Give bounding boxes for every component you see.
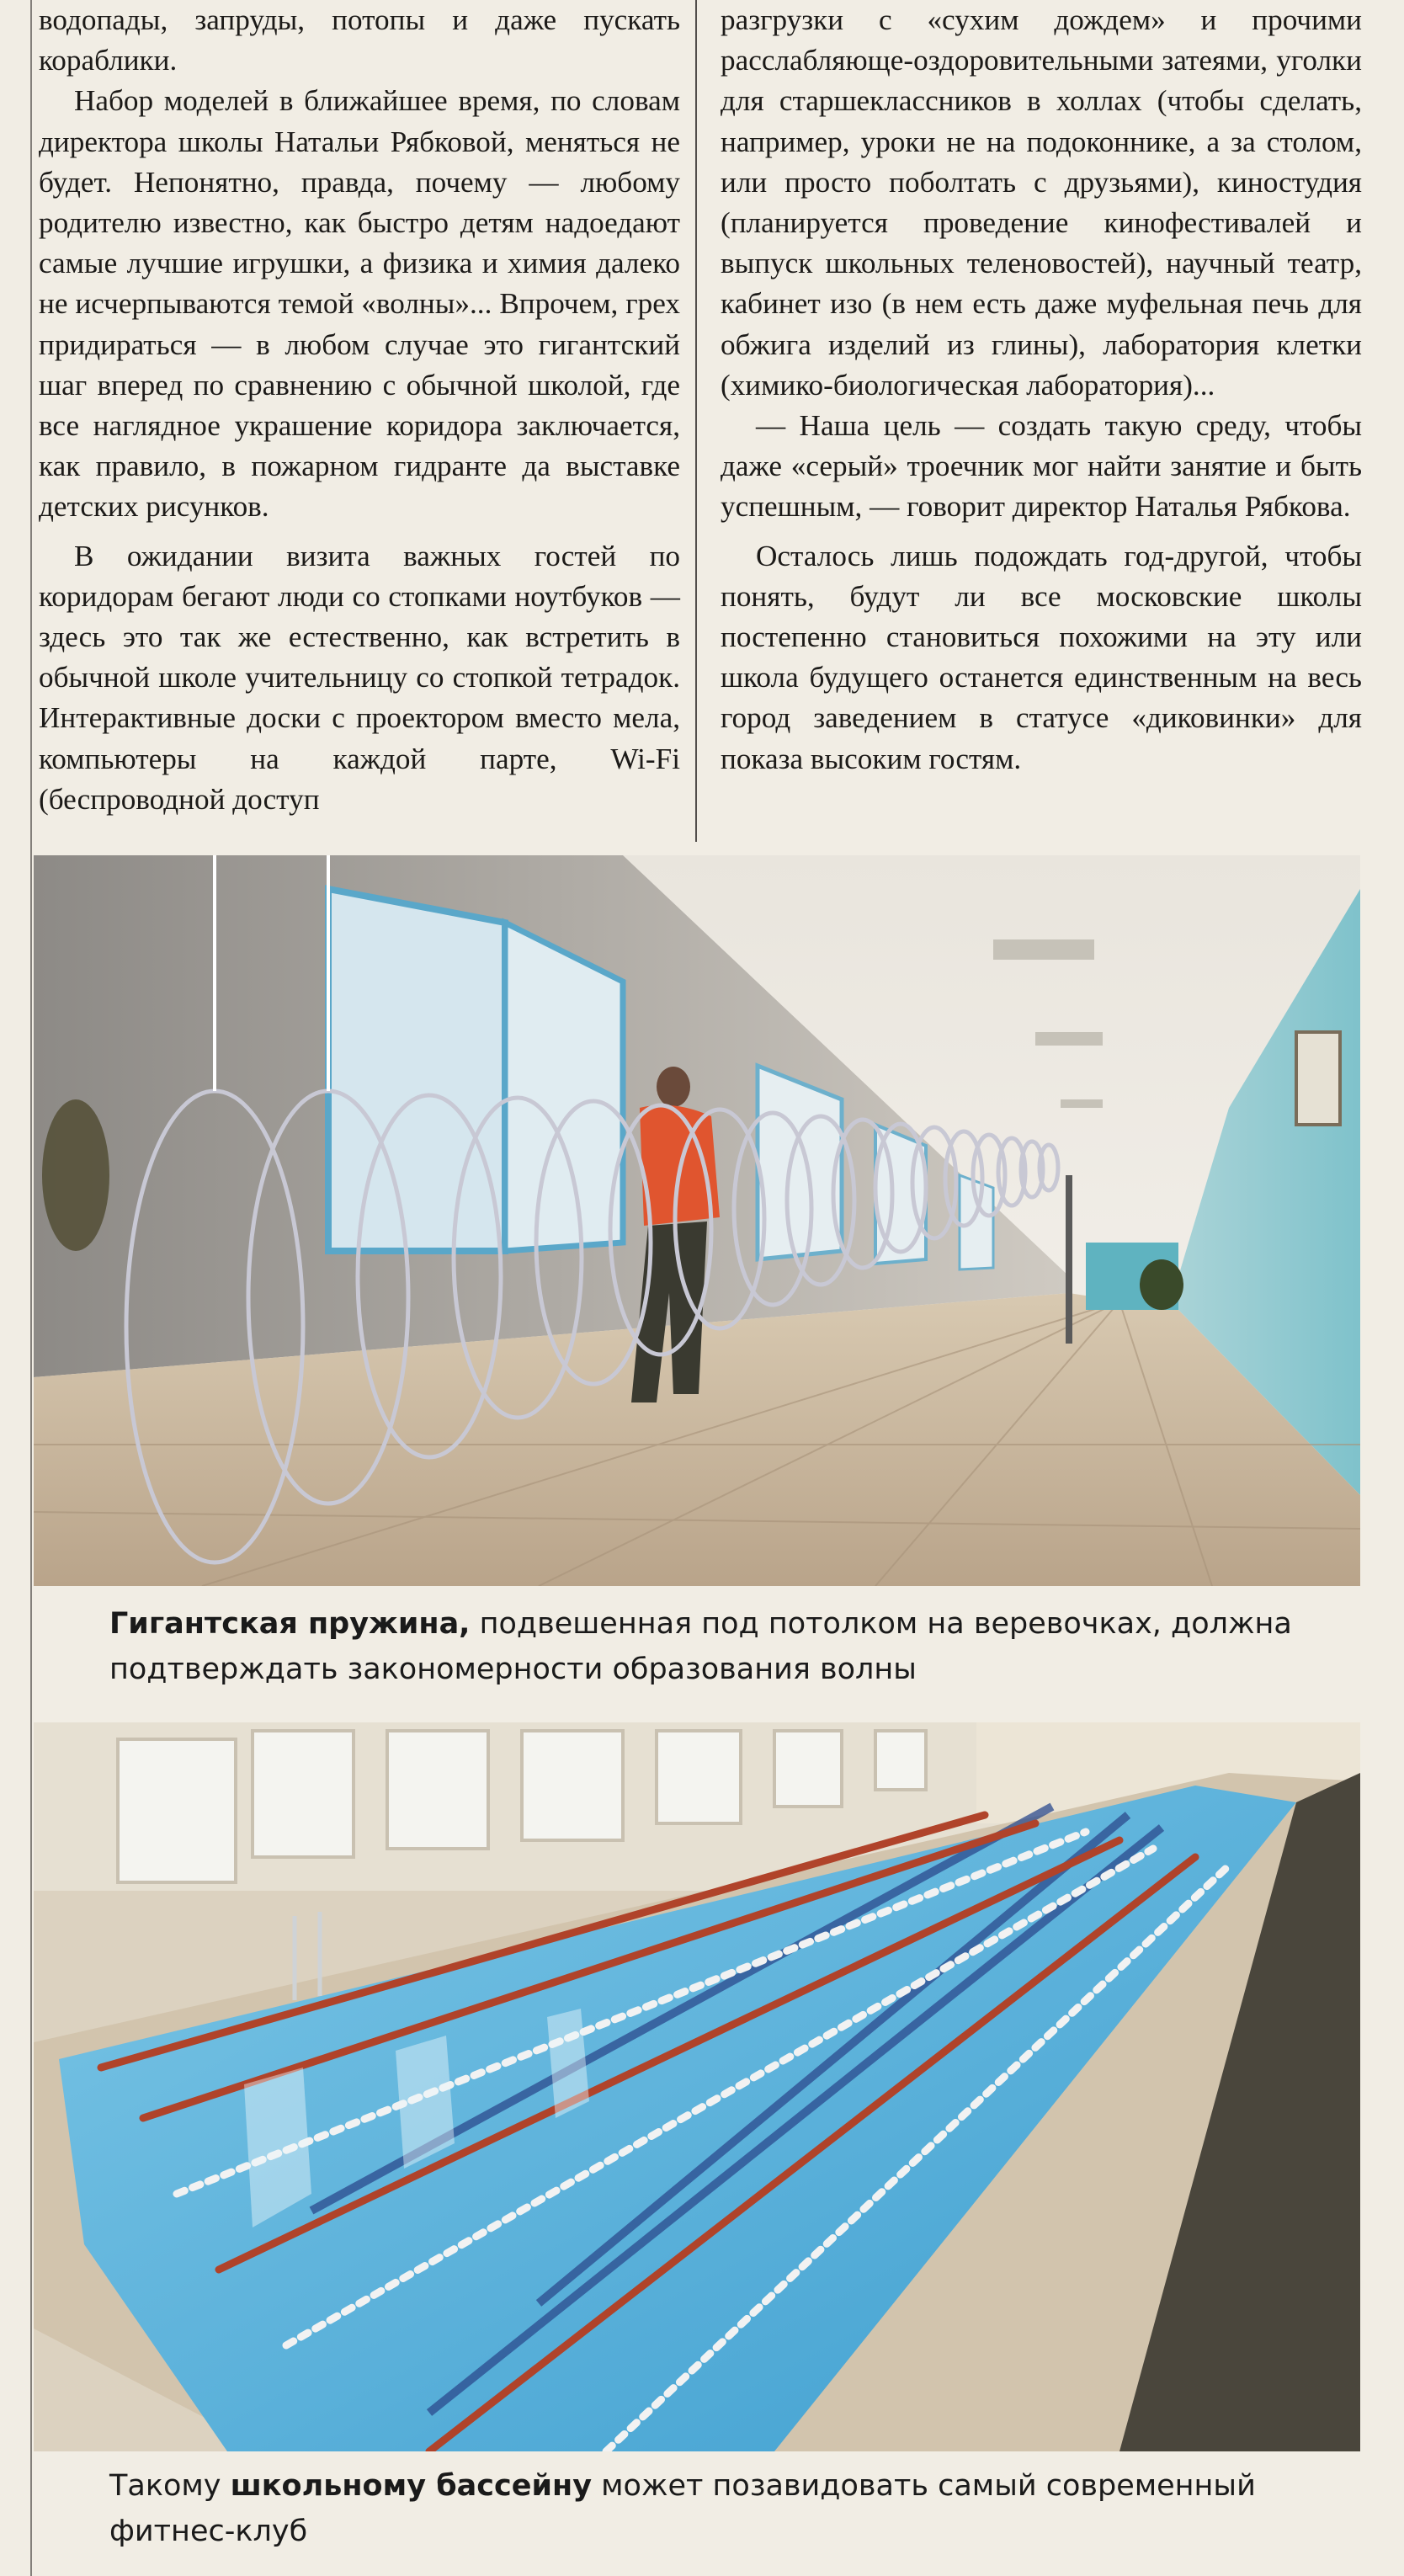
caption-text: может позавидовать самый современный	[592, 2469, 1256, 2503]
caption-text: Такому	[109, 2469, 231, 2503]
paragraph: В ожидании визита важных гостей по коридорам бегают люди со стопками ноутбуков — здесь это так же естественно, как встретить в обычной школе учительницу со стопкой тетрадок. Интерактивные доски с проектором вместо мела, компьютеры на каждой парте, Wi-Fi (беспроводной доступ	[39, 539, 680, 816]
paragraph: — Наша цель — создать такую среду, чтобы даже «серый» троечник мог найти занятие и быть успешным, — говорит директор Наталья Рябкова.	[721, 409, 1362, 524]
caption-line-2: фитнес-клуб	[109, 2515, 308, 2548]
photo-caption-pool	[109, 2463, 1355, 2554]
caption-bold-lead: школьному бассейну	[230, 2469, 593, 2503]
article-right-column	[721, 0, 1362, 780]
school-swimming-pool-photo	[34, 1722, 1360, 2451]
column-divider	[695, 0, 697, 842]
paragraph: Осталось лишь подождать год-другой, чтобы понять, будут ли все московские школы постепенно становиться похожими на эту или школа будущего останется единственным на весь город заведением в статусе «диковинки» для показа высоким гостям.	[721, 539, 1362, 775]
caption-line-1	[109, 2463, 1355, 2509]
caption-bold-lead: Гигантская пружина,	[109, 1607, 471, 1641]
caption-line-2: подтверждать закономерности образования волны	[109, 1653, 917, 1686]
article-left-column	[39, 0, 680, 820]
photo-caption-spring	[109, 1601, 1355, 1692]
paragraph: разгрузки с «сухим дождем» и прочими расслабляюще-оздоровительными затеями, уголки для старшеклассников в холлах (чтобы сделать, например, уроки не на подоконнике, а за столом, или просто поболтать с друзьями), киностудия (планируется проведение кинофестивалей и выпуск школьных теленовостей), научный театр, кабинет изо (в нем есть даже муфельная печь для обжига изделий из глины), лаборатория клетки (химико-биологическая лаборатория)...	[721, 3, 1362, 402]
caption-text: подвешенная под потолком на веревочках, должна	[470, 1607, 1292, 1641]
caption-line-1	[109, 1601, 1355, 1647]
left-margin-rule	[30, 0, 32, 2576]
paragraph: Набор моделей в ближайшее время, по словам директора школы Натальи Рябковой, меняться не будет. Непонятно, правда, почему — любому родителю известно, как быстро детям надоедают самые лучшие игрушки, а физика и химия далеко не исчерпываются темой «волны»... Впрочем, грех придираться — в любом случае это гигантский шаг вперед по сравнению с обычной школой, где все наглядное украшение коридора заключается, как правило, в пожарном гидранте да выставке детских рисунков.	[39, 84, 680, 524]
school-corridor-giant-spring-photo	[34, 855, 1360, 1586]
paragraph: водопады, запруды, потопы и даже пускать кораблики.	[39, 3, 680, 77]
